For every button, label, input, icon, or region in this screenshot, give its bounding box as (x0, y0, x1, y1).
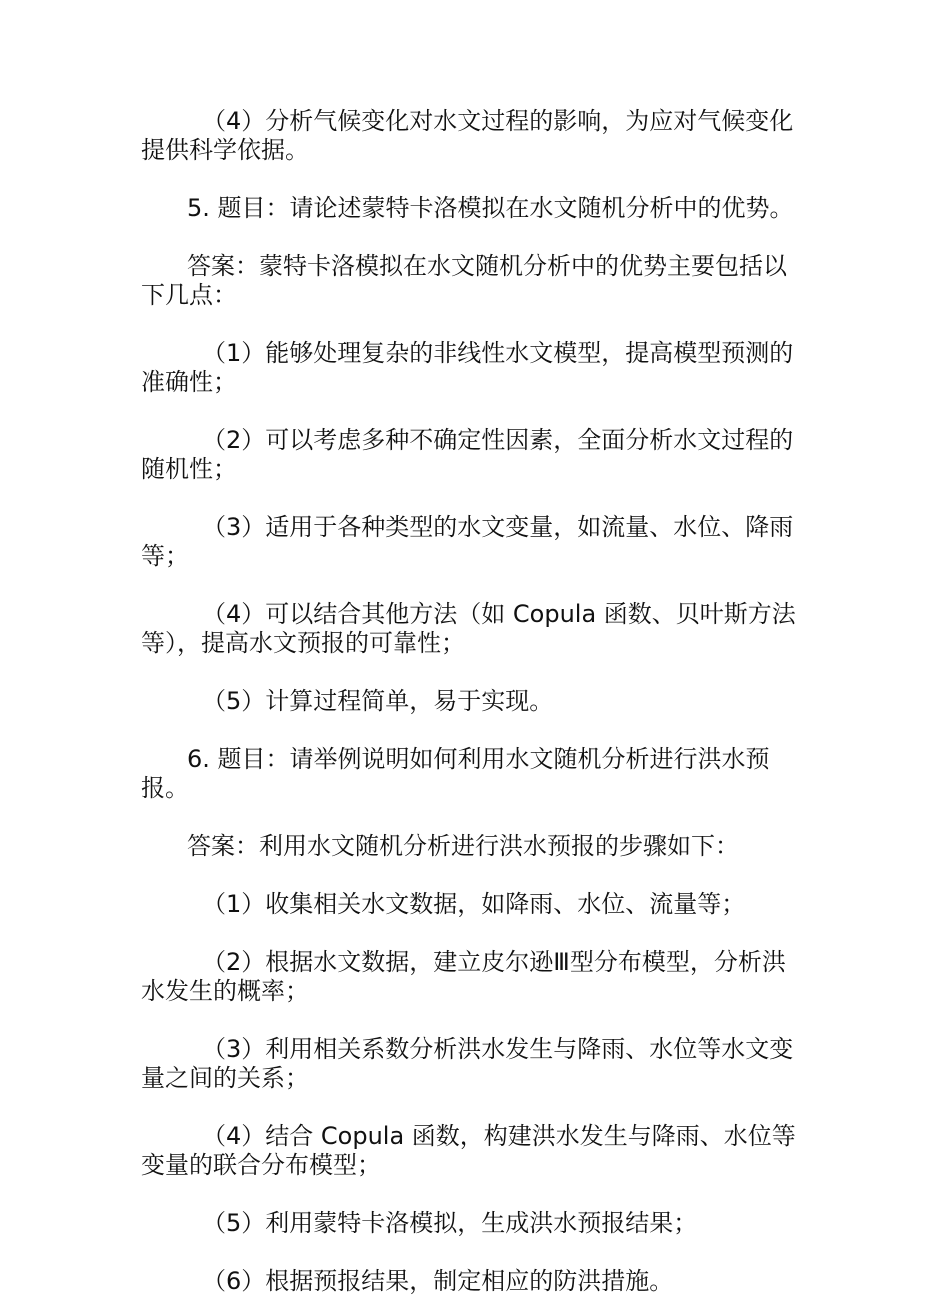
answer-5-point-1: （1）能够处理复杂的非线性水文模型，提高模型预测的准确性； (141, 339, 794, 396)
question-6: 6. 题目：请举例说明如何利用水文随机分析进行洪水预报。 (141, 745, 770, 802)
paragraph-climate-impact: （4）分析气候变化对水文过程的影响，为应对气候变化提供科学依据。 (141, 107, 794, 164)
answer-6-step-4: （4）结合 Copula 函数，构建洪水发生与降雨、水位等变量的联合分布模型； (141, 1122, 796, 1179)
answer-5-point-4: （4）可以结合其他方法（如 Copula 函数、贝叶斯方法等），提高水文预报的可靠性； (141, 600, 796, 657)
answer-6-step-5: （5）利用蒙特卡洛模拟，生成洪水预报结果； (202, 1209, 698, 1237)
answer-6-step-3: （3）利用相关系数分析洪水发生与降雨、水位等水文变量之间的关系； (141, 1035, 794, 1092)
answer-6-step-1: （1）收集相关水文数据，如降雨、水位、流量等； (202, 890, 746, 918)
document-body (141, 107, 809, 1296)
answer-5-intro: 答案：蒙特卡洛模拟在水文随机分析中的优势主要包括以下几点： (141, 252, 787, 309)
answer-5-point-3: （3）适用于各种类型的水文变量，如流量、水位、降雨等； (141, 513, 794, 570)
answer-6-intro: 答案：利用水文随机分析进行洪水预报的步骤如下： (187, 832, 739, 860)
answer-6-step-2: （2）根据水文数据，建立皮尔逊Ⅲ型分布模型，分析洪水发生的概率； (141, 948, 786, 1005)
answer-5-point-2: （2）可以考虑多种不确定性因素，全面分析水文过程的随机性； (141, 426, 794, 483)
answer-5-point-5: （5）计算过程简单，易于实现。 (202, 687, 554, 715)
answer-6-step-6: （6）根据预报结果，制定相应的防洪措施。 (202, 1267, 674, 1295)
question-5: 5. 题目：请论述蒙特卡洛模拟在水文随机分析中的优势。 (187, 194, 794, 222)
